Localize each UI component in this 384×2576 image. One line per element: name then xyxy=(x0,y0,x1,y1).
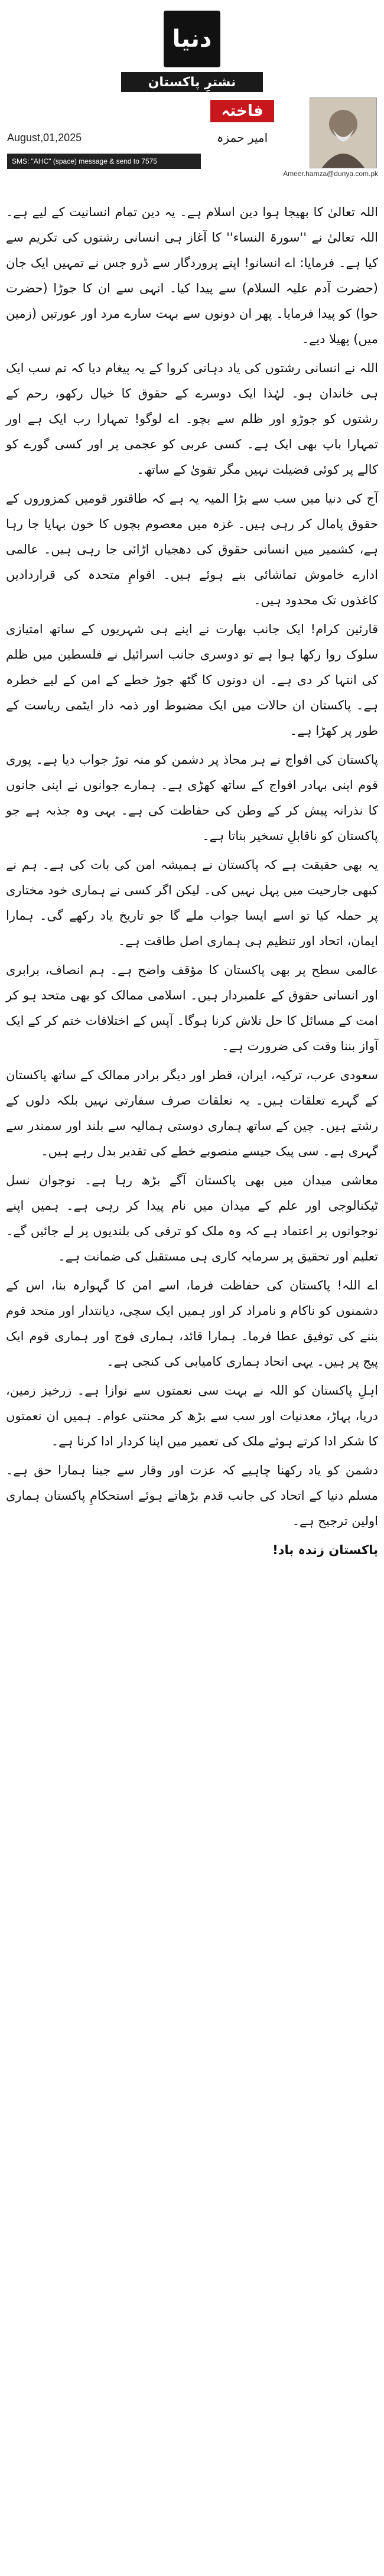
sms-strip: SMS: "AHC" (space) message & send to 7575 xyxy=(7,154,201,169)
article-paragraph: دشمن کو یاد رکھنا چاہیے کہ عزت اور وقار سے جینا ہمارا حق ہے۔ مسلم دنیا کے اتحاد کی جانب قدم بڑھاتے ہوئے استحکامِ پاکستان ہماری اولین ترجیح ہے۔ xyxy=(6,1463,378,1528)
author-portrait xyxy=(310,97,377,168)
article-paragraph: معاشی میدان میں بھی پاکستان آگے بڑھ رہا ہے۔ نوجوان نسل ٹیکنالوجی اور علم کے میدان میں نام پیدا کر رہی ہے۔ ہمیں اپنے نوجوانوں پر اعتماد ہے کہ وہ ملک کو ترقی کی بلندیوں پر لے جائیں گے۔ تعلیم اور تحقیق پر سرمایہ کاری ہی مستقبل کی ضمانت ہے۔ xyxy=(6,1173,378,1263)
article-paragraph: اللہ تعالیٰ کا بھیجا ہوا دین اسلام ہے۔ یہ دین تمام انسانیت کے لیے ہے۔ اللہ تعالیٰ نے ''سورۃ النساء'' کا آغاز ہی انسانی رشتوں کی تکریم سے کیا ہے۔ فرمایا: اے انسانو! اپنے پروردگار سے ڈرو جس نے تمہیں ایک جان (حضرت آدم علیہ السلام) سے پیدا کیا۔ انہی سے ان کا جوڑا (حضرت حوا) کو پیدا فرمایا۔ پھر ان دونوں سے بہت سارے مرد اور عورتیں (زمین میں) پھیلا دیے۔ xyxy=(6,205,378,346)
newspaper-logo xyxy=(164,11,220,67)
author-name: امیر حمزہ xyxy=(216,131,268,145)
masthead xyxy=(0,0,384,95)
publish-date: August,01,2025 xyxy=(7,132,82,144)
author-email: Ameer.hamza@dunya.com.pk xyxy=(283,170,378,178)
portrait-image xyxy=(310,98,376,168)
article-paragraph: یہ بھی حقیقت ہے کہ پاکستان نے ہمیشہ امن کی بات کی ہے۔ ہم نے کبھی جارحیت میں پہل نہیں کی۔ لیکن اگر کسی نے ہماری خود مختاری پر حملہ کیا تو اسے ایسا جواب ملے گا جو تاریخ یاد رکھے گی۔ ہمارا ایمان، اتحاد اور تنظیم ہی ہماری اصل طاقت ہے۔ xyxy=(6,858,378,948)
column-banner-text: نشترِ پاکستان xyxy=(148,74,236,90)
logo-text: دنیا xyxy=(172,25,212,53)
article-body xyxy=(6,200,378,2551)
article-paragraph: عالمی سطح پر بھی پاکستان کا مؤقف واضح ہے۔ ہم انصاف، برابری اور انسانی حقوق کے علمبردار ہیں۔ اسلامی ممالک کو بھی متحد ہو کر امت کے مسائل کا حل تلاش کرنا ہوگا۔ آپس کے اختلافات ختم کر کے ایک آواز بننا وقت کی ضرورت ہے۔ xyxy=(6,963,378,1053)
column-banner xyxy=(121,72,263,92)
column-header xyxy=(183,100,301,145)
article-paragraph: سعودی عرب، ترکیہ، ایران، قطر اور دیگر برادر ممالک کے ساتھ پاکستان کے گہرے تعلقات ہیں۔ یہ تعلقات صرف سفارتی نہیں بلکہ دلوں کے رشتے ہیں۔ چین کے ساتھ ہماری دوستی ہمالیہ سے بلند اور سمندر سے گہری ہے۔ سی پیک جیسے منصوبے خطے کی تقدیر بدل رہے ہیں۔ xyxy=(6,1068,378,1158)
article-paragraph: اہلِ پاکستان کو اللہ نے بہت سی نعمتوں سے نوازا ہے۔ زرخیز زمین، دریا، پہاڑ، معدنیات اور سب سے بڑھ کر محنتی عوام۔ ہمیں ان نعمتوں کا شکر ادا کرتے ہوئے ملک کی تعمیر میں اپنا کردار ادا کرنا ہے۔ xyxy=(6,1383,378,1448)
article-paragraph: اے اللہ! پاکستان کی حفاظت فرما، اسے امن کا گہوارہ بنا، اس کے دشمنوں کو ناکام و نامراد کر اور ہمیں ایک سچی، دیانتدار اور متحد قوم بننے کی توفیق عطا فرما۔ ہمارا قائد، ہماری فوج اور ہماری قوم ایک پیج پر ہیں۔ یہی اتحاد ہماری کامیابی کی کنجی ہے۔ xyxy=(6,1278,378,1369)
article-closing: پاکستان زندہ باد! xyxy=(272,1543,378,1557)
article-paragraph: آج کی دنیا میں سب سے بڑا المیہ یہ ہے کہ طاقتور قومیں کمزوروں کے حقوق پامال کر رہی ہیں۔ غزہ میں معصوم بچوں کا خون بہایا جا رہا ہے، کشمیر میں انسانی حقوق کی دھجیاں اڑائی جا رہی ہیں۔ عالمی ادارے خاموش تماشائی بنے ہوئے ہیں۔ اقوامِ متحدہ کی قراردادیں کاغذوں تک محدود ہیں۔ xyxy=(6,491,378,607)
article-paragraph: پاکستان کی افواج نے ہر محاذ پر دشمن کو منہ توڑ جواب دیا ہے۔ پوری قوم اپنی بہادر افواج کے ساتھ کھڑی ہے۔ ہمارے جوانوں نے اپنی جانوں کا نذرانہ پیش کر کے وطن کی حفاظت کی ہے۔ یہی وہ جذبہ ہے جو پاکستان کو ناقابلِ تسخیر بناتا ہے۔ xyxy=(6,753,378,843)
column-title: فاختہ xyxy=(210,100,274,122)
byline-area xyxy=(0,97,384,192)
article-paragraph: اللہ نے انسانی رشتوں کی یاد دہانی کروا کے یہ پیغام دیا کہ تم سب ایک ہی خاندان ہو۔ لہٰذا ایک دوسرے کے حقوق کا خیال رکھو، رحم کے رشتوں کو جوڑو اور ظلم سے بچو۔ اے لوگو! تمہارا رب ایک ہے اور تمہارا باپ بھی ایک ہے۔ کسی عربی کو عجمی پر اور کسی گورے کو کالے پر کوئی فضیلت نہیں مگر تقویٰ کے ساتھ۔ xyxy=(6,361,378,477)
article-paragraph: قارئین کرام! ایک جانب بھارت نے اپنے ہی شہریوں کے ساتھ امتیازی سلوک روا رکھا ہوا ہے تو دوسری جانب اسرائیل نے فلسطین میں ظلم کی انتہا کر دی ہے۔ ان دونوں کا گٹھ جوڑ خطے کے امن کے لیے خطرہ ہے۔ پاکستان ان حالات میں ایک مضبوط اور ذمہ دار ایٹمی ریاست کے طور پر کھڑا ہے۔ xyxy=(6,622,378,738)
